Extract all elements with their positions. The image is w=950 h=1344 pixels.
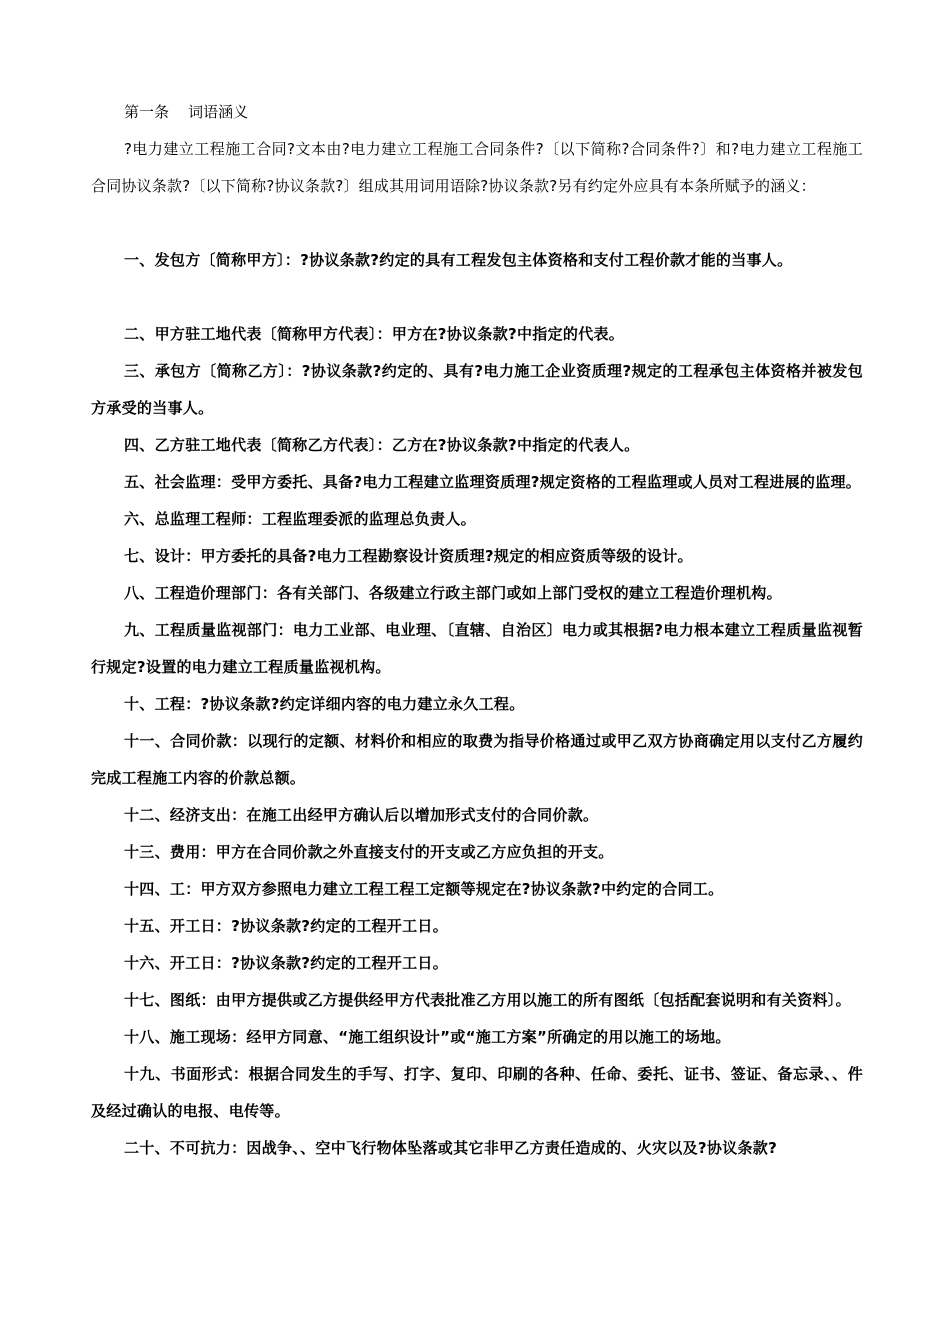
- intro-paragraph: ?电力建立工程施工合同?文本由?电力建立工程施工合同条件?〔以下简称?合同条件?〕和?电力建立工程施工合同协议条款?〔以下简称?协议条款?〕组成其用词用语除?协议条款?另有约定外应具有本条所赋予的涵义：: [91, 140, 863, 195]
- definition-list: [91, 242, 863, 1167]
- definition-item: 十三、费用：甲方在合同价款之外直接支付的开支或乙方应负担的开支。: [124, 843, 614, 861]
- definition-item: 二十、不可抗力：因战争、、空中飞行物体坠落或其它非甲乙方责任造成的、火灾以及?协议条款?: [124, 1139, 778, 1157]
- definition-item: 一、发包方〔简称甲方〕：?协议条款?约定的具有工程发包主体资格和支付工程价款才能的当事人。: [124, 251, 793, 269]
- definition-item: 十七、图纸：由甲方提供或乙方提供经甲方代表批准乙方用以施工的所有图纸〔包括配套说明和有关资料〕。: [124, 991, 851, 1009]
- definition-item: 八、工程造价理部门：各有关部门、各级建立行政主部门或如上部门受权的建立工程造价理机构。: [124, 584, 782, 602]
- definition-item: 九、工程质量监视部门：电力工业部、电业理、〔直辖、自治区〕电力或其根据?电力根本建立工程质量监视暂行规定?设置的电力建立工程质量监视机构。: [91, 621, 863, 676]
- definition-item: 三、承包方〔简称乙方〕：?协议条款?约定的、具有?电力施工企业资质理?规定的工程承包主体资格并被发包方承受的当事人。: [91, 362, 863, 417]
- definition-item: 四、乙方驻工地代表〔简称乙方代表〕：乙方在?协议条款?中指定的代表人。: [124, 436, 640, 454]
- definition-item: 十二、经济支出：在施工出经甲方确认后以增加形式支付的合同价款。: [124, 806, 599, 824]
- definition-item: 十六、开工日：?协议条款?约定的工程开工日。: [124, 954, 449, 972]
- definition-item: 十一、合同价款：以现行的定额、材料价和相应的取费为指导价格通过或甲乙双方协商确定用以支付乙方履约完成工程施工内容的价款总额。: [91, 732, 863, 787]
- definition-item: 十九、书面形式：根据合同发生的手写、打字、复印、印刷的各种、任命、委托、证书、签证、备忘录、、件及经过确认的电报、电传等。: [91, 1065, 863, 1120]
- section-heading: 第一条 词语涵义: [124, 103, 249, 121]
- definition-item: 十八、施工现场：经甲方同意、“施工组织设计”或“施工方案”所确定的用以施工的场地。: [124, 1028, 731, 1046]
- definition-item: 十、工程：?协议条款?约定详细内容的电力建立永久工程。: [124, 695, 525, 713]
- definition-item: 六、总监理工程师：工程监理委派的监理总负责人。: [124, 510, 476, 528]
- definition-item: 七、设计：甲方委托的具备?电力工程勘察设计资质理?规定的相应资质等级的设计。: [124, 547, 693, 565]
- definition-item: 二、甲方驻工地代表〔简称甲方代表〕：甲方在?协议条款?中指定的代表。: [124, 325, 625, 343]
- definition-item: 十四、工：甲方双方参照电力建立工程工程工定额等规定在?协议条款?中约定的合同工。: [124, 880, 724, 898]
- definition-item: 五、社会监理：受甲方委托、具备?电力工程建立监理资质理?规定资格的工程监理或人员对工程进展的监理。: [124, 473, 862, 491]
- definition-item: 十五、开工日：?协议条款?约定的工程开工日。: [124, 917, 449, 935]
